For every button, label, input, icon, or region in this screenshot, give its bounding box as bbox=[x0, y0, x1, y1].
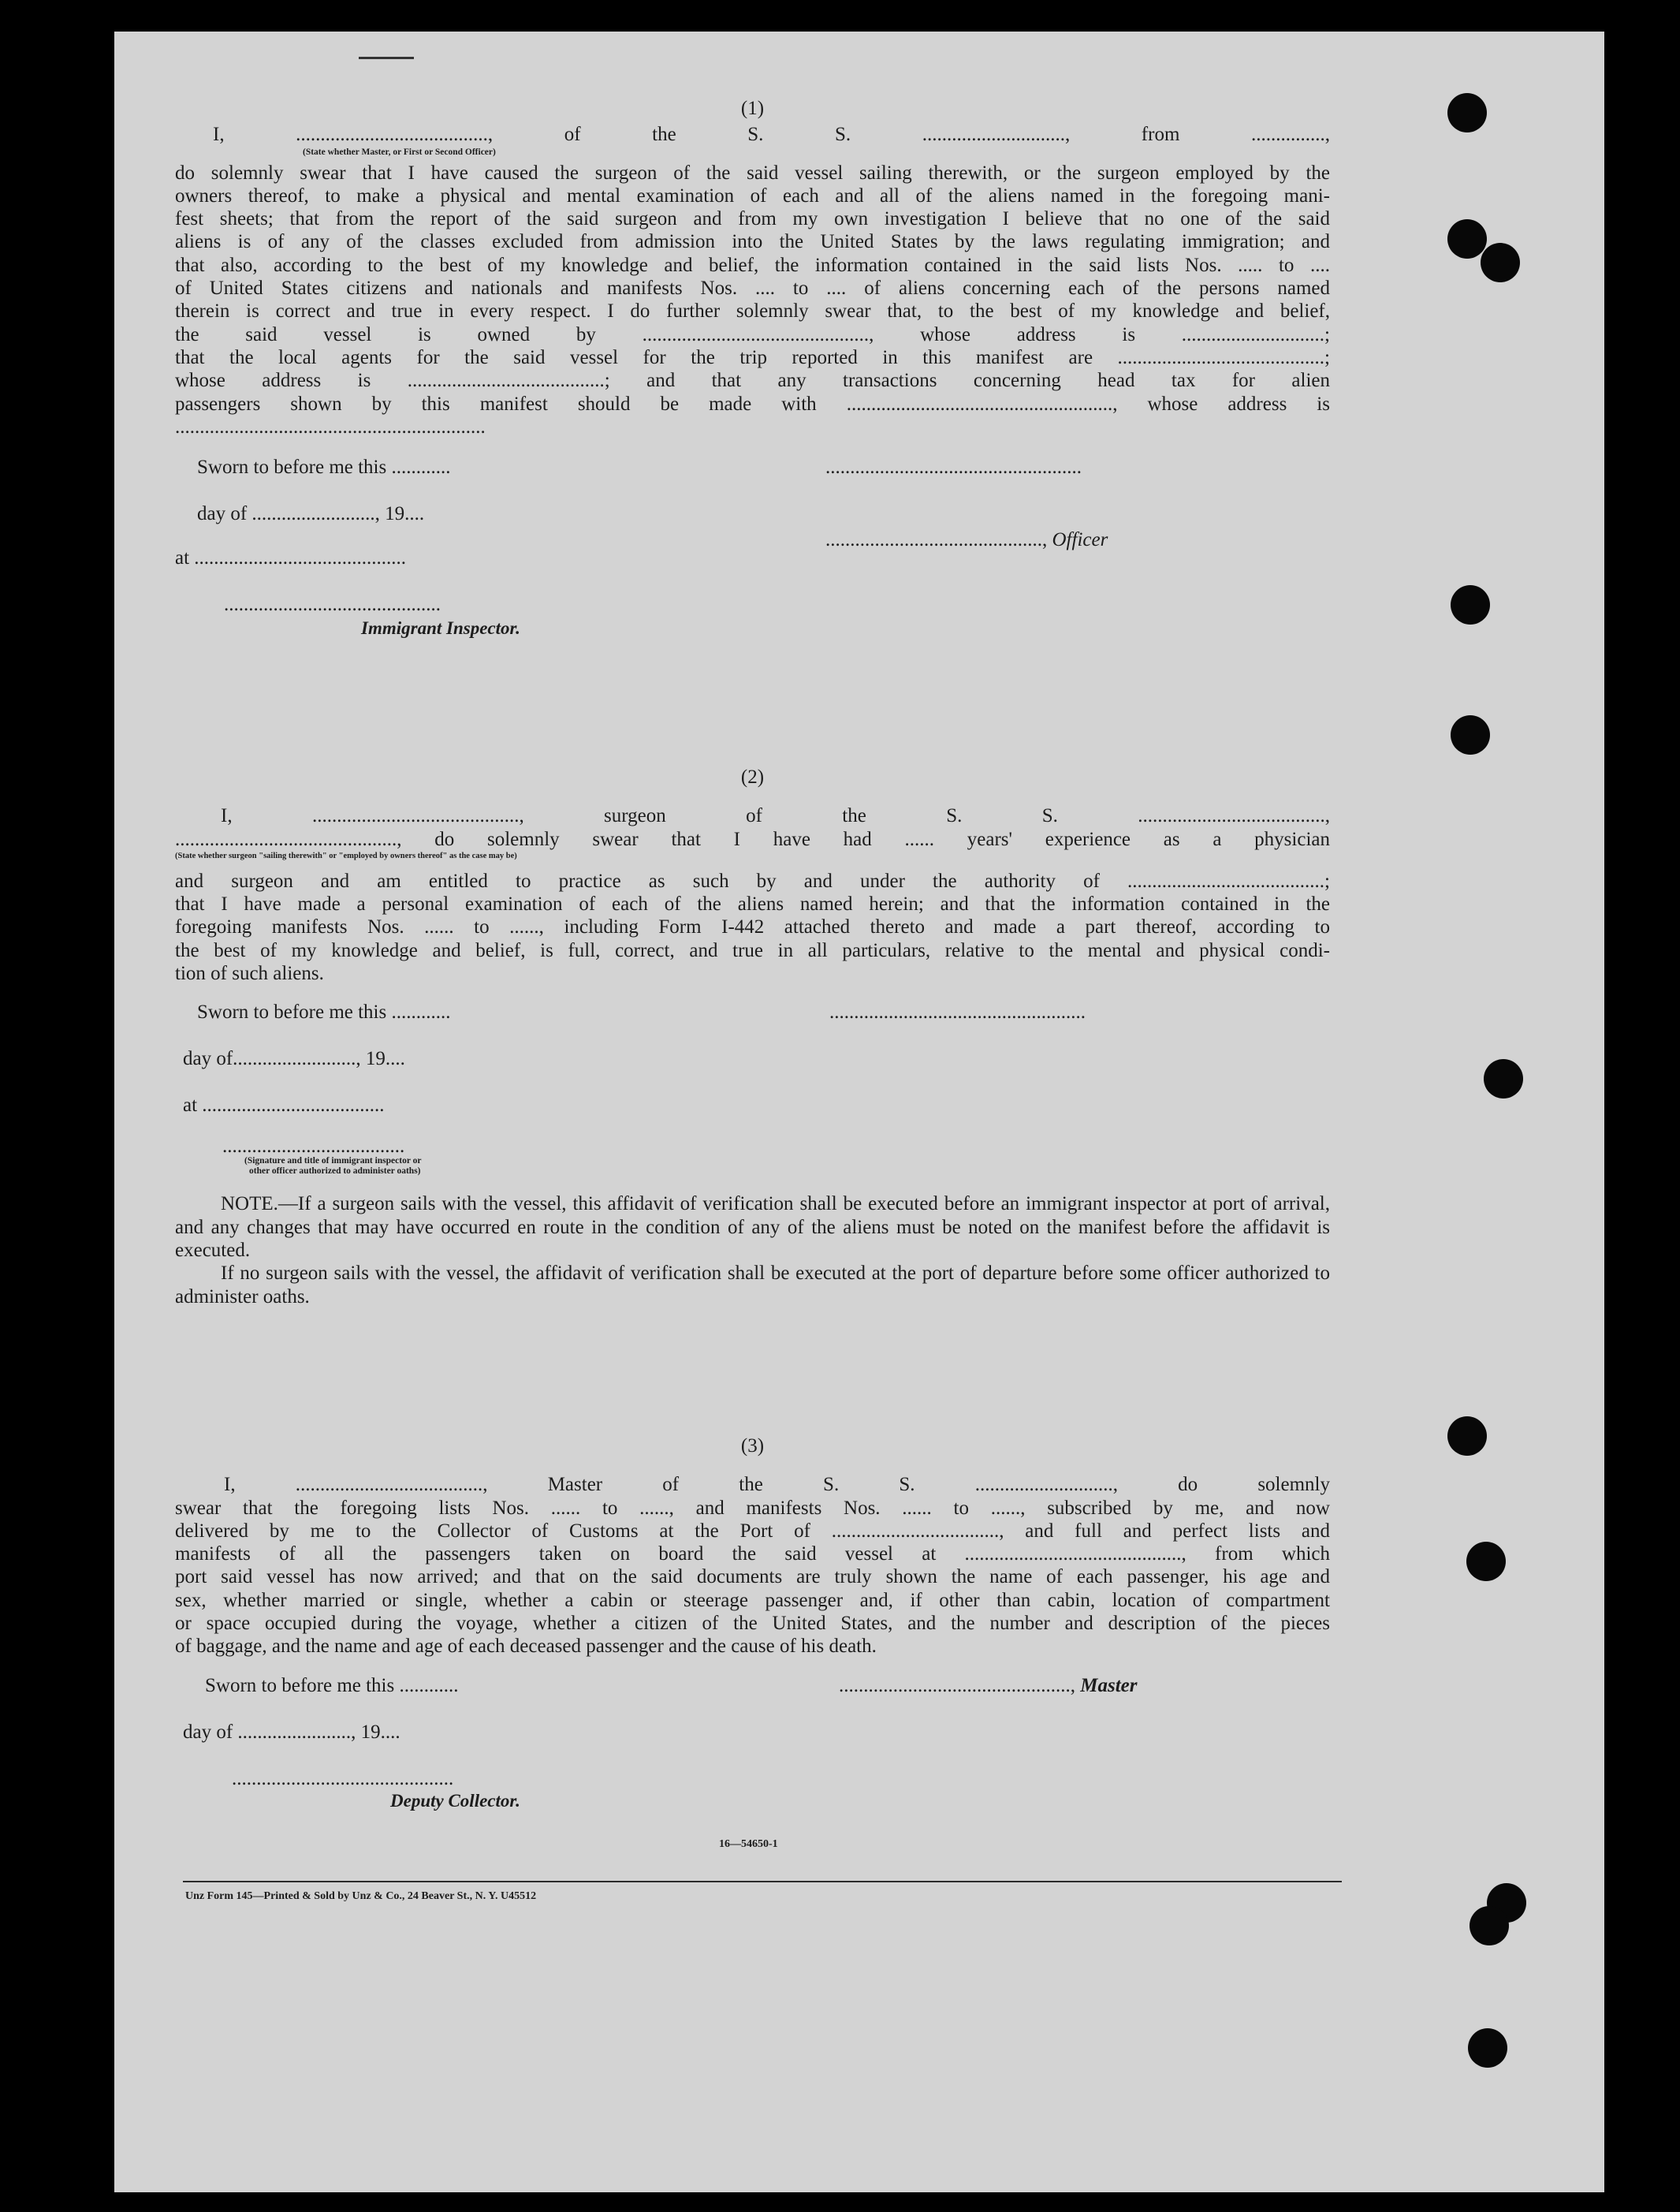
body-line: ............................................................... bbox=[175, 416, 486, 438]
body-line: of United States citizens and nationals and manifests Nos. .... to .... of aliens concerning each of the persons named bbox=[175, 278, 1330, 300]
punch-hole bbox=[1481, 243, 1520, 282]
sworn-line: Sworn to before me this ............ bbox=[205, 1674, 459, 1696]
printer-imprint: Unz Form 145—Printed & Sold by Unz & Co., 24 Beaver St., N. Y. U45512 bbox=[185, 1890, 537, 1902]
body-line: swear that the foregoing lists Nos. ...... to ......, and manifests Nos. ...... to ......, subscribed by me, and now bbox=[175, 1497, 1330, 1519]
master-label: Master bbox=[1080, 1674, 1138, 1696]
body-line: I, ......................................, Master of the S. S. ............................, do solemnly bbox=[224, 1474, 1330, 1496]
body-line: owners thereof, to make a physical and mental examination of each and all of the aliens named in the foregoing mani- bbox=[175, 185, 1330, 207]
body-line: therein is correct and true in every respect. I do further solemnly swear that, to the best of my knowledge and belief, bbox=[175, 300, 1330, 323]
day-line: day of ........................., 19.... bbox=[197, 503, 425, 525]
master-line bbox=[839, 1674, 1137, 1697]
signature-dots: ..................................... bbox=[222, 1136, 405, 1158]
signature-caption: other officer authorized to administer oaths) bbox=[249, 1166, 421, 1177]
body-line: or space occupied during the voyage, whether a citizen of the United States, and the number and description of the pieces bbox=[175, 1613, 1330, 1635]
oath-line: I, .........................................., surgeon of the S. S. ......................................, bbox=[221, 805, 1330, 827]
body-line: that the local agents for the said vessel for the trip reported in this manifest are ..........................................; bbox=[175, 346, 1330, 368]
body-line: the best of my knowledge and belief, is full, correct, and true in all particulars, relative to the mental and physical condi- bbox=[175, 939, 1330, 961]
note-paragraph: NOTE.—If a surgeon sails with the vessel, this affidavit of verification shall be executed before an immigrant inspector at port of arrival, and any changes that may have occurred en route in the condition of any of the aliens must be noted on the manifest before the affidavit is executed. bbox=[175, 1193, 1330, 1261]
body-line: foregoing manifests Nos. ...... to ......, including Form I-442 attached thereto and made a part thereof, according to bbox=[175, 916, 1330, 938]
oath-line: I, ......................................., of the S. S. ............................., from ..............., bbox=[213, 124, 1330, 146]
footer-rule bbox=[183, 1881, 1342, 1882]
body-line: aliens is of any of the classes excluded from admission into the United States by the laws regulating immigration; and bbox=[175, 231, 1330, 253]
form-number: 16—54650-1 bbox=[719, 1838, 778, 1850]
attestation-block bbox=[175, 456, 1330, 692]
body-line: that also, according to the best of my knowledge and belief, the information contained in the said lists Nos. ..... to .... bbox=[175, 254, 1330, 276]
day-line: day of........................., 19.... bbox=[183, 1048, 405, 1070]
body-line: manifests of all the passengers taken on board the said vessel at ............................................, from which bbox=[175, 1543, 1330, 1565]
note-paragraph: If no surgeon sails with the vessel, the affidavit of verification shall be executed at the port of departure before some officer authorized to administer oaths. bbox=[175, 1263, 1330, 1307]
oath-body bbox=[175, 1473, 1330, 1658]
master-dots: ..............................................., bbox=[839, 1674, 1081, 1696]
body-line: delivered by me to the Collector of Customs at the Port of .................................., and full and perfect lists and bbox=[175, 1520, 1330, 1542]
at-line: at ..................................... bbox=[183, 1095, 385, 1117]
sworn-line: Sworn to before me this ............ bbox=[197, 457, 451, 479]
section-heading: (3) bbox=[740, 1435, 765, 1457]
punch-hole bbox=[1468, 2028, 1507, 2068]
inspector-caption: Immigrant Inspector. bbox=[361, 618, 520, 639]
officer-line bbox=[825, 528, 1108, 551]
body-line: port said vessel has now arrived; and that on the said documents are truly shown the name of each passenger, his age and bbox=[175, 1566, 1330, 1588]
punch-hole bbox=[1466, 1542, 1506, 1581]
body-line: tion of such aliens. bbox=[175, 963, 324, 985]
collector-caption: Deputy Collector. bbox=[390, 1790, 520, 1811]
section-3 bbox=[175, 1434, 1330, 1811]
sworn-line: Sworn to before me this ............ bbox=[197, 1002, 451, 1024]
inspector-dots: ............................................ bbox=[224, 594, 441, 616]
section-heading: (2) bbox=[740, 767, 765, 788]
field-hint: (State whether Master, or First or Second Officer) bbox=[303, 147, 496, 157]
section-1 bbox=[175, 97, 1330, 692]
signature-line: .................................................... bbox=[825, 457, 1082, 479]
body-line: passengers shown by this manifest should be made with ......................................................, whose address is bbox=[175, 393, 1330, 415]
section-heading: (1) bbox=[740, 98, 765, 119]
punch-hole bbox=[1447, 93, 1487, 132]
body-line: that I have made a personal examination of each of the aliens named herein; and that the information contained in the bbox=[175, 893, 1330, 916]
oath-line: ............................................., do solemnly swear that I have had ...... years' experience as a physician bbox=[175, 828, 1330, 850]
field-hint: (State whether surgeon "sailing therewith" or "employed by owners thereof" as the case may be) bbox=[175, 851, 517, 860]
signature-line: .................................................... bbox=[829, 1002, 1086, 1024]
body-line: sex, whether married or single, whether a cabin or steerage passenger and, if other than cabin, location of compartment bbox=[175, 1589, 1330, 1611]
body-line: fest sheets; that from the report of the said surgeon and from my own investigation I believe that no one of the said bbox=[175, 208, 1330, 230]
punch-hole bbox=[1447, 219, 1487, 259]
day-line: day of ......................., 19.... bbox=[183, 1721, 400, 1743]
body-line: whose address is ........................................; and that any transactions concerning head tax for alien bbox=[175, 370, 1330, 392]
header-mark bbox=[359, 57, 414, 59]
section-2 bbox=[175, 766, 1330, 1308]
officer-label: Officer bbox=[1052, 529, 1108, 551]
body-line: of baggage, and the name and age of each deceased passenger and the cause of his death. bbox=[175, 1636, 877, 1658]
body-line: and surgeon and am entitled to practice as such by and under the authority of ........................................; bbox=[175, 870, 1330, 892]
punch-hole bbox=[1451, 585, 1490, 625]
at-line: at ........................................... bbox=[175, 547, 407, 569]
oath-body bbox=[175, 162, 1330, 439]
attestation-block bbox=[175, 1674, 1330, 1811]
body-line: the said vessel is owned by .............................................., whose address is .............................; bbox=[175, 323, 1330, 345]
note-block bbox=[175, 1192, 1330, 1307]
punch-hole bbox=[1470, 1906, 1509, 1945]
punch-hole bbox=[1484, 1059, 1523, 1099]
body-line: do solemnly swear that I have caused the surgeon of the said vessel sailing therewith, or the surgeon employed by the bbox=[175, 162, 1330, 184]
punch-hole bbox=[1447, 1416, 1487, 1456]
attestation-block bbox=[175, 1001, 1330, 1177]
signature-caption: (Signature and title of immigrant inspector or bbox=[244, 1156, 422, 1166]
officer-dots: ............................................, bbox=[825, 529, 1052, 551]
punch-hole bbox=[1451, 715, 1490, 755]
oath-body bbox=[175, 870, 1330, 985]
collector-dots: ............................................. bbox=[232, 1767, 454, 1789]
